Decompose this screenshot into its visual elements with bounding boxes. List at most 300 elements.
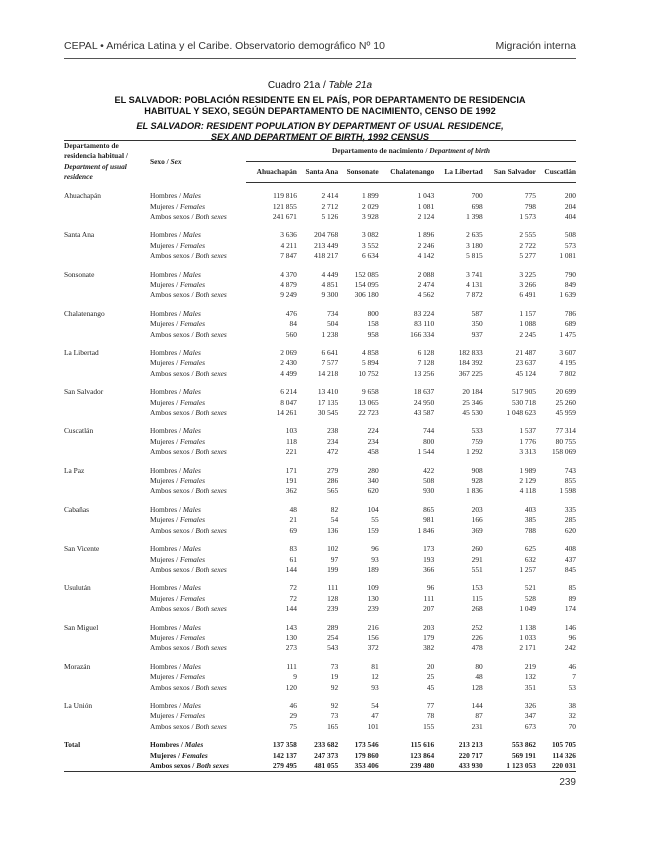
value-cell: 77 [426, 700, 435, 710]
sex-label-es: Hombres / [150, 191, 183, 201]
table-row [64, 309, 576, 319]
table-row [64, 672, 576, 682]
sex-label-es: Ambos sexos / [150, 643, 196, 653]
sex-cell [150, 604, 246, 614]
value-cell: 173 [423, 544, 435, 554]
table-row [64, 662, 576, 672]
sex-label-es: Hombres / [150, 544, 183, 554]
value-cell: 21 487 [515, 348, 536, 357]
value-cell: 326 [524, 700, 536, 710]
spacer-row [64, 497, 576, 505]
value-cell: 55 [371, 515, 379, 525]
value-cell: 2 722 [519, 240, 536, 250]
value-cell: 13 065 [358, 397, 379, 407]
dept-name-cell: Morazán [64, 661, 91, 671]
value-cell: 61 [289, 554, 297, 564]
value-cell: 97 [330, 554, 339, 564]
value-cell: 105 705 [551, 740, 576, 750]
value-cell: 6 128 [417, 348, 435, 357]
sex-label-en: Both sexes [195, 564, 227, 574]
table-row [64, 330, 576, 340]
value-cell: 306 180 [354, 290, 379, 300]
sex-label-es: Mujeres / [150, 397, 180, 407]
table-row [64, 398, 576, 408]
spacer-cell [64, 418, 576, 426]
dept-header-en: Department of usual residence [64, 161, 127, 182]
value-cell: 13 256 [413, 368, 435, 378]
value-cell: 32 [568, 711, 576, 721]
sex-cell [150, 319, 246, 329]
value-cell: 20 [426, 661, 435, 671]
value-cell: 279 [327, 465, 339, 475]
value-cell: 25 [426, 672, 435, 682]
value-cell: 2 088 [417, 269, 435, 279]
value-cell: 403 [524, 504, 536, 514]
data-table [64, 140, 576, 772]
value-cell: 279 495 [246, 761, 297, 772]
value-cell: 268 [471, 604, 483, 614]
dept-name-cell: Chalatenango [64, 308, 105, 318]
title-spanish [64, 95, 576, 117]
table-row [64, 466, 576, 476]
value-cell: 418 217 [314, 251, 339, 261]
dept-name-cell: Total [64, 740, 81, 750]
dept-name-cell [64, 486, 150, 496]
value-cell: 17 135 [317, 397, 339, 407]
value-cell: 93 [371, 682, 379, 692]
dept-name-cell [64, 241, 150, 251]
sex-cell [150, 476, 246, 486]
value-cell: 1 033 [519, 632, 536, 642]
value-cell: 744 [423, 426, 435, 436]
value-cell: 38 [568, 700, 576, 710]
value-cell: 908 [471, 465, 483, 475]
dept-name-cell: Cabañas [64, 504, 90, 514]
spacer-cell [64, 654, 576, 662]
sex-label-es: Hombres / [150, 426, 183, 436]
value-cell: 159 [367, 525, 379, 535]
value-cell: 241 671 [272, 211, 297, 221]
sex-label-es: Hombres / [150, 504, 183, 514]
spacer-cell [64, 379, 576, 387]
value-cell: 4 879 [280, 279, 297, 289]
table-row [64, 643, 576, 653]
value-cell: 385 [524, 515, 536, 525]
value-cell: 174 [564, 604, 576, 614]
value-cell: 70 [568, 721, 576, 731]
value-cell: 142 137 [272, 750, 297, 760]
value-cell: 115 [471, 593, 483, 603]
value-cell: 6 641 [321, 348, 339, 357]
sex-label-en: Females [179, 201, 206, 211]
value-cell: 128 [471, 682, 483, 692]
value-cell: 6 634 [362, 251, 379, 261]
dept-name-cell [64, 594, 150, 604]
value-cell: 632 [524, 554, 536, 564]
value-cell: 111 [286, 661, 297, 671]
value-cell: 171 [285, 465, 297, 475]
sex-label-en: Males [182, 426, 201, 436]
value-cell: 2 555 [519, 230, 536, 240]
value-cell: 4 449 [321, 269, 339, 279]
table-row [64, 358, 576, 368]
value-cell: 798 [524, 201, 536, 211]
sex-label-es: Mujeres / [150, 436, 180, 446]
sex-label-es: Mujeres / [150, 515, 180, 525]
sex-label-en: Females [179, 632, 206, 642]
value-cell: 47 [371, 711, 379, 721]
value-cell: 45 124 [515, 368, 536, 378]
table-row [64, 437, 576, 447]
value-cell: 203 [471, 504, 483, 514]
value-cell: 165 [327, 721, 339, 731]
value-cell: 83 110 [414, 319, 435, 329]
sex-label-es: Ambos sexos / [150, 604, 196, 614]
spacer-cell [64, 340, 576, 348]
spacer-row [64, 458, 576, 466]
value-cell: 220 031 [536, 761, 576, 772]
value-cell: 234 [327, 436, 339, 446]
table-row [64, 594, 576, 604]
value-cell: 1 398 [466, 211, 483, 221]
value-cell: 289 [327, 622, 339, 632]
value-cell: 7 802 [559, 368, 576, 378]
spacer-row [64, 340, 576, 348]
value-cell: 1 138 [519, 622, 536, 632]
sex-label-en: Males [182, 308, 201, 318]
table-row [64, 280, 576, 290]
value-cell: 81 [371, 661, 379, 671]
sex-cell [150, 202, 246, 212]
value-cell: 153 [471, 583, 483, 593]
value-cell: 2 246 [417, 240, 435, 250]
value-cell: 689 [564, 319, 576, 329]
sex-label-en: Both sexes [195, 682, 227, 692]
sex-label-en: Males [182, 583, 201, 593]
value-cell: 102 [327, 544, 339, 554]
value-cell: 2 029 [362, 201, 379, 211]
value-cell: 1 081 [417, 201, 435, 211]
value-cell: 96 [568, 632, 576, 642]
value-cell: 13 410 [317, 387, 339, 397]
dept-name-cell [64, 398, 150, 408]
value-cell: 189 [367, 564, 379, 574]
table-row [64, 701, 576, 711]
value-cell: 54 [371, 700, 379, 710]
dept-name-cell [64, 515, 150, 525]
value-cell: 1 157 [519, 308, 536, 318]
running-header-right: Migración interna [495, 40, 576, 52]
table-row [64, 476, 576, 486]
sex-cell [150, 633, 246, 643]
table-row [64, 348, 576, 358]
value-cell: 517 905 [511, 387, 536, 397]
spacer-row [64, 379, 576, 387]
sex-cell [150, 437, 246, 447]
value-cell: 7 [572, 672, 576, 682]
value-cell: 2 069 [280, 348, 297, 357]
value-cell: 21 [289, 515, 297, 525]
value-cell: 254 [327, 632, 339, 642]
value-cell: 3 552 [362, 240, 379, 250]
value-cell: 20 184 [462, 387, 483, 397]
dept-name-cell [64, 447, 150, 457]
sex-label-es: Ambos sexos / [150, 329, 196, 339]
value-cell: 569 191 [511, 750, 536, 760]
value-cell: 73 [330, 711, 339, 721]
value-cell: 7 872 [466, 290, 483, 300]
sex-header-en: Sex [170, 156, 182, 166]
value-cell: 4 370 [280, 269, 297, 279]
value-cell: 560 [285, 329, 297, 339]
sex-label-en: Males [182, 191, 201, 201]
table-titles [64, 80, 576, 143]
value-cell: 75 [289, 721, 297, 731]
dept-name-cell [64, 369, 150, 379]
value-cell: 1 049 [519, 604, 536, 614]
dept-name-cell [64, 212, 150, 222]
title-es-line2: HABITUAL Y SEXO, SEGÚN DEPARTAMENTO DE NACIMIENTO, CENSO DE 1992 [144, 106, 496, 116]
value-cell: 481 055 [297, 761, 338, 772]
sex-label-es: Hombres / [150, 465, 183, 475]
sex-label-en: Females [179, 358, 206, 368]
col-header: Ahuachapán [246, 162, 297, 183]
value-cell: 743 [564, 465, 576, 475]
value-cell: 184 392 [458, 358, 483, 368]
dept-name-cell [64, 358, 150, 368]
value-cell: 203 [423, 622, 435, 632]
sex-cell [150, 662, 246, 672]
table-row [64, 290, 576, 300]
value-cell: 9 249 [280, 290, 297, 300]
sex-label-es: Mujeres / [150, 358, 180, 368]
value-cell: 565 [327, 486, 339, 496]
value-cell: 845 [564, 564, 576, 574]
value-cell: 247 373 [314, 750, 339, 760]
col-header: Sonsonate [338, 162, 379, 183]
value-cell: 625 [524, 544, 536, 554]
value-cell: 3 082 [362, 230, 379, 240]
value-cell: 191 [285, 476, 297, 486]
value-cell: 8 047 [280, 397, 297, 407]
value-cell: 1 475 [559, 329, 576, 339]
value-cell: 1 899 [362, 191, 379, 201]
value-cell: 928 [471, 476, 483, 486]
title-en-line1: EL SALVADOR: RESIDENT POPULATION BY DEPARTMENT OF USUAL RESIDENCE, [136, 121, 504, 131]
header-rule [64, 58, 576, 59]
value-cell: 96 [371, 544, 379, 554]
value-cell: 96 [426, 583, 435, 593]
table-row [64, 408, 576, 418]
table-row [64, 623, 576, 633]
sex-cell [150, 387, 246, 397]
sex-label-en: Both sexes [195, 211, 227, 221]
value-cell: 9 300 [321, 290, 339, 300]
value-cell: 362 [285, 486, 297, 496]
value-cell: 213 449 [314, 240, 339, 250]
value-cell: 285 [564, 515, 576, 525]
value-cell: 111 [423, 593, 435, 603]
value-cell: 4 851 [321, 279, 339, 289]
sex-cell [150, 583, 246, 593]
sex-label-en: Both sexes [196, 761, 229, 770]
sex-label-es: Mujeres / [150, 279, 180, 289]
value-cell: 173 546 [354, 740, 379, 750]
table-row [64, 751, 576, 761]
value-cell: 7 847 [280, 251, 297, 261]
value-cell: 1 836 [466, 486, 483, 496]
dept-name-cell: Cuscatlán [64, 426, 94, 436]
value-cell: 788 [524, 525, 536, 535]
value-cell: 85 [568, 583, 576, 593]
value-cell: 92 [330, 700, 339, 710]
sex-cell [150, 505, 246, 515]
dept-name-cell [64, 751, 150, 761]
value-cell: 29 [289, 711, 297, 721]
spacer-row [64, 575, 576, 583]
value-cell: 146 [564, 622, 576, 632]
value-cell: 9 658 [362, 387, 379, 397]
value-cell: 369 [471, 525, 483, 535]
sex-cell [150, 486, 246, 496]
value-cell: 1 639 [559, 290, 576, 300]
value-cell: 528 [524, 593, 536, 603]
value-cell: 775 [524, 191, 536, 201]
value-cell: 533 [471, 426, 483, 436]
sex-label-en: Males [182, 230, 201, 240]
spacer-row [64, 262, 576, 270]
sex-label-es: Ambos sexos / [150, 721, 196, 731]
dept-name-cell: San Vicente [64, 544, 100, 554]
sex-label-en: Both sexes [195, 290, 227, 300]
value-cell: 239 [327, 604, 339, 614]
title-es-line1: EL SALVADOR: POBLACIÓN RESIDENTE EN EL PAÍS, POR DEPARTAMENTO DE RESIDENCIA [114, 95, 526, 105]
value-cell: 23 637 [515, 358, 536, 368]
value-cell: 260 [471, 544, 483, 554]
sex-cell [150, 740, 246, 750]
value-cell: 158 [367, 319, 379, 329]
sex-label-en: Both sexes [195, 486, 227, 496]
table-row [64, 486, 576, 496]
value-cell: 144 [285, 604, 297, 614]
sex-cell [150, 722, 246, 732]
value-cell: 119 816 [273, 191, 297, 201]
value-cell: 4 211 [280, 240, 297, 250]
value-cell: 154 095 [354, 279, 379, 289]
table-row [64, 555, 576, 565]
value-cell: 45 530 [462, 408, 483, 418]
value-cell: 152 085 [354, 269, 379, 279]
sex-cell [150, 544, 246, 554]
sex-label-en: Both sexes [195, 721, 227, 731]
value-cell: 226 [471, 632, 483, 642]
spacer-cell [64, 222, 576, 230]
value-cell: 3 928 [362, 211, 379, 221]
value-cell: 20 699 [555, 387, 576, 397]
table-row [64, 515, 576, 525]
spacer-row [64, 418, 576, 426]
value-cell: 2 129 [519, 476, 536, 486]
value-cell: 366 [423, 564, 435, 574]
value-cell: 45 959 [555, 408, 576, 418]
value-cell: 3 607 [559, 348, 576, 357]
table-row [64, 604, 576, 614]
sex-label-en: Females [179, 515, 206, 525]
value-cell: 219 [524, 661, 536, 671]
value-cell: 476 [285, 308, 297, 318]
spacer-row [64, 536, 576, 544]
sex-label-es: Ambos sexos / [150, 525, 196, 535]
value-cell: 45 [426, 682, 435, 692]
sex-label-en: Both sexes [195, 525, 227, 535]
sex-label-es: Ambos sexos / [150, 761, 197, 770]
sex-cell [150, 594, 246, 604]
value-cell: 158 069 [551, 447, 576, 457]
value-cell: 1 846 [417, 525, 435, 535]
sex-cell [150, 447, 246, 457]
value-cell: 231 [471, 721, 483, 731]
value-cell: 103 [285, 426, 297, 436]
sex-cell [150, 369, 246, 379]
sex-cell [150, 241, 246, 251]
value-cell: 252 [471, 622, 483, 632]
sex-label-es: Mujeres / [150, 711, 180, 721]
value-cell: 130 [285, 632, 297, 642]
value-cell: 238 [327, 426, 339, 436]
value-cell: 166 [471, 515, 483, 525]
value-cell: 2 124 [417, 211, 435, 221]
sex-label-es: Ambos sexos / [150, 368, 196, 378]
table-row [64, 191, 576, 201]
value-cell: 109 [367, 583, 379, 593]
value-cell: 4 131 [466, 279, 483, 289]
value-cell: 573 [564, 240, 576, 250]
sex-label-es: Ambos sexos / [150, 251, 196, 261]
value-cell: 9 [293, 672, 297, 682]
sex-label-es: Hombres / [150, 308, 183, 318]
value-cell: 1 573 [519, 211, 536, 221]
sex-cell [150, 751, 246, 761]
value-cell: 6 214 [280, 387, 297, 397]
table-row [64, 711, 576, 721]
value-cell: 1 537 [519, 426, 536, 436]
value-cell: 1 081 [559, 251, 576, 261]
value-cell: 478 [471, 643, 483, 653]
value-cell: 786 [564, 308, 576, 318]
value-cell: 5 894 [362, 358, 379, 368]
value-cell: 508 [423, 476, 435, 486]
value-cell: 472 [327, 447, 339, 457]
sex-label-en: Males [182, 269, 201, 279]
value-cell: 179 860 [354, 750, 379, 760]
value-cell: 5 277 [519, 251, 536, 261]
value-cell: 25 260 [555, 397, 576, 407]
value-cell: 4 858 [362, 348, 379, 357]
dept-name-cell: Usulután [64, 583, 91, 593]
dept-name-cell: Sonsonate [64, 269, 95, 279]
value-cell: 521 [524, 583, 536, 593]
sex-label-en: Both sexes [195, 643, 227, 653]
sex-label-en: Females [179, 711, 206, 721]
sex-cell [150, 348, 246, 358]
value-cell: 372 [367, 643, 379, 653]
sex-label-es: Hombres / [150, 387, 183, 397]
value-cell: 143 [285, 622, 297, 632]
sex-header [150, 141, 246, 183]
sex-label-es: Mujeres / [150, 319, 180, 329]
value-cell: 2 171 [519, 643, 536, 653]
value-cell: 104 [367, 504, 379, 514]
